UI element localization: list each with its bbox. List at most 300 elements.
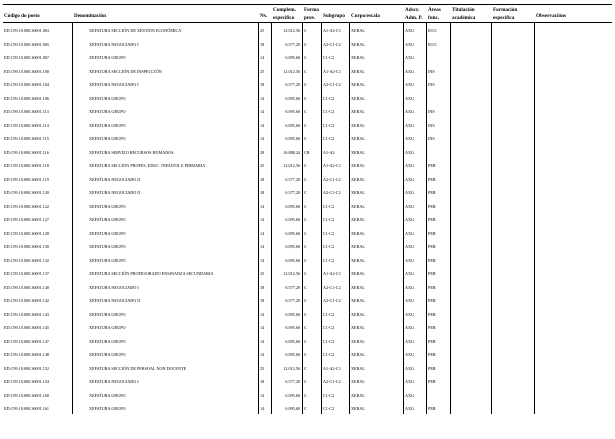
cell-adscripcion: AXG [405, 379, 415, 384]
cell-adscripcion: AXG [405, 284, 415, 290]
cell-forma: C [304, 95, 307, 101]
cell-denominacion: XEFATURA SECCIÓN PROFESORADO ENSINANZA SECUNDARIA [89, 271, 214, 276]
cell-denominacion: XEFATURA GRUPO [89, 257, 126, 263]
table-row [0, 200, 615, 214]
cell-complemento: 12.012,56 [283, 163, 300, 168]
cell-corpo: XERAL [351, 28, 365, 33]
cell-nivel: 14 [260, 203, 265, 209]
cell-subgrupo: A1-A2-C1 [323, 365, 341, 371]
cell-subgrupo: C1-C2 [323, 217, 335, 222]
header-codigo: Código do posto [4, 13, 40, 19]
cell-adscripcion: AXG [405, 68, 415, 74]
cell-subgrupo: C1-C2 [323, 244, 335, 249]
table-row [0, 254, 615, 268]
cell-corpo: XERAL [351, 365, 365, 371]
cell-areas: PER [428, 190, 436, 195]
cell-corpo: XERAL [351, 406, 365, 411]
cell-codigo: ED.C99.10.000.36001.065 [4, 41, 50, 47]
cell-nivel: 14 [260, 230, 265, 236]
cell-forma: C [304, 298, 307, 303]
cell-complemento: 12.012,56 [283, 68, 300, 74]
header-formacion-line1: Formación [493, 7, 518, 13]
cell-codigo: ED.C99.10.000.36001.114 [4, 122, 49, 128]
header-formacion [493, 6, 517, 22]
cell-areas: PER [428, 311, 436, 317]
header-complemento [273, 6, 296, 22]
cell-denominacion: XEFATURA GRUPO [89, 230, 126, 236]
cell-subgrupo: C1-C2 [323, 352, 335, 357]
cell-areas: PER [428, 352, 436, 357]
cell-forma: C [304, 365, 307, 371]
cell-denominacion: XEFATURA SECCIÓN DE PERSOAL NON DOCENTE [89, 365, 187, 371]
cell-corpo: XERAL [351, 338, 365, 344]
cell-subgrupo: C1-C2 [323, 338, 335, 344]
cell-subgrupo: C1-C2 [323, 109, 335, 114]
cell-complemento: 6.095,60 [285, 136, 300, 141]
cell-complemento: 6.577,20 [285, 298, 300, 303]
cell-corpo: XERAL [351, 68, 365, 74]
cell-forma: C [304, 338, 307, 344]
cell-nivel: 18 [260, 284, 265, 290]
cell-corpo: XERAL [351, 122, 365, 128]
table-row [0, 146, 615, 160]
cell-complemento: 6.095,60 [285, 55, 300, 60]
header-areas-line2: func. [428, 15, 440, 21]
cell-adscripcion: AXG [405, 230, 415, 236]
table-row [0, 321, 615, 335]
cell-forma: C [304, 109, 307, 114]
cell-adscripcion: AXG [405, 244, 415, 249]
cell-adscripcion: AXG [405, 28, 415, 33]
cell-adscripcion: AXG [405, 41, 415, 47]
header-titulacion [452, 6, 475, 22]
cell-adscripcion: AXG [405, 149, 415, 155]
cell-forma: C [304, 271, 307, 276]
cell-denominacion: XEFATURA SECCIÓN DE XESTIÓN ECONÓMICA [89, 28, 182, 33]
cell-denominacion: XEFATURA NEGOCIADO II [89, 298, 141, 303]
cell-corpo: XERAL [351, 95, 365, 101]
cell-complemento: 6.095,60 [285, 406, 300, 411]
cell-forma: C [304, 28, 307, 33]
cell-denominacion: XEFATURA GRUPO [89, 338, 126, 344]
cell-areas: PER [428, 338, 436, 344]
header-complemento-line1: Complem. [273, 7, 296, 13]
cell-denominacion: XEFATURA GRUPO [89, 217, 126, 222]
cell-complemento: 6.095,60 [285, 109, 300, 114]
cell-complemento: 6.095,60 [285, 217, 300, 222]
cell-subgrupo: A2-C1-C2 [323, 284, 341, 290]
cell-nivel: 14 [260, 352, 265, 357]
cell-denominacion: XEFATURA GRUPO [89, 109, 126, 114]
table-row [0, 24, 615, 38]
cell-codigo: ED.C99.10.000.36001.152 [4, 365, 50, 371]
cell-corpo: XERAL [351, 149, 365, 155]
cell-corpo: XERAL [351, 257, 365, 263]
cell-nivel: 25 [260, 68, 265, 74]
cell-nivel: 14 [260, 95, 265, 101]
cell-subgrupo: C1-C2 [323, 55, 335, 60]
cell-nivel: 18 [260, 82, 265, 87]
cell-codigo: ED.C99.10.000.36001.161 [4, 406, 50, 411]
cell-denominacion: XEFATURA NEGOCIADO I [89, 41, 139, 47]
cell-subgrupo: C1-C2 [323, 203, 335, 209]
cell-nivel: 25 [260, 28, 265, 33]
cell-areas: PER [428, 284, 436, 290]
cell-codigo: ED.C99.10.000.36001.160 [4, 392, 50, 398]
cell-codigo: ED.C99.10.000.36001.106 [4, 95, 50, 101]
cell-nivel: 25 [260, 271, 265, 276]
cell-corpo: XERAL [351, 203, 365, 209]
cell-adscripcion: AXG [405, 109, 415, 114]
cell-areas: ECO [428, 28, 437, 33]
cell-denominacion: XEFATURA SECCIÓN DE INSPECCIÓN [89, 68, 162, 74]
cell-forma: C [304, 217, 307, 222]
cell-subgrupo: A1-A2-C1 [323, 68, 341, 74]
cell-denominacion: XEFATURA GRUPO [89, 55, 126, 60]
cell-complemento: 6.095,60 [285, 325, 300, 330]
cell-areas: PER [428, 325, 436, 330]
table-row [0, 294, 615, 308]
cell-areas: PER [428, 203, 436, 209]
cell-codigo: ED.C99.10.000.36001.104 [4, 82, 50, 87]
cell-areas: INS [428, 82, 435, 87]
cell-adscripcion: AXG [405, 95, 415, 101]
cell-codigo: ED.C99.10.000.36001.148 [4, 352, 50, 357]
header-areas-line1: Áreas [428, 7, 441, 13]
cell-adscripcion: AXG [405, 55, 415, 60]
cell-adscripcion: AXG [405, 122, 415, 128]
cell-codigo: ED.C99.10.000.36001.128 [4, 230, 50, 236]
cell-nivel: 14 [260, 311, 265, 317]
table-row [0, 119, 615, 133]
table-row [0, 308, 615, 322]
cell-complemento: 6.095,60 [285, 203, 300, 209]
cell-areas: PER [428, 271, 436, 276]
header-top-rule [3, 4, 612, 5]
table-row [0, 159, 615, 173]
cell-complemento: 6.095,60 [285, 95, 300, 101]
cell-nivel: 25 [260, 163, 265, 168]
cell-forma: C [304, 406, 307, 411]
cell-nivel: 14 [260, 392, 265, 398]
table-row [0, 132, 615, 146]
cell-denominacion: XEFATURA NEGOCIADO I [89, 379, 139, 384]
table-row [0, 362, 615, 376]
cell-adscripcion: AXG [405, 365, 415, 371]
cell-areas: PER [428, 176, 436, 182]
cell-codigo: ED.C99.10.000.36001.143 [4, 311, 50, 317]
header-denominacion: Denominación [74, 13, 106, 19]
cell-forma: C [304, 257, 307, 263]
cell-codigo: ED.C99.10.000.36001.145 [4, 325, 50, 330]
cell-forma: C [304, 55, 307, 60]
cell-complemento: 6.095,60 [285, 352, 300, 357]
cell-denominacion: XEFATURA NEGOCIADO II [89, 190, 141, 195]
cell-subgrupo: A2-C1-C2 [323, 190, 341, 195]
table-row [0, 51, 615, 65]
cell-forma: C [304, 136, 307, 141]
cell-areas: PER [428, 379, 436, 384]
cell-areas: INS [428, 122, 435, 128]
cell-nivel: 14 [260, 244, 265, 249]
cell-forma: C [304, 122, 307, 128]
header-forma [304, 6, 319, 22]
cell-adscripcion: AXG [405, 325, 415, 330]
cell-codigo: ED.C99.10.000.36001.067 [4, 55, 50, 60]
cell-subgrupo: A2-C1-C2 [323, 82, 341, 87]
cell-areas: INS [428, 109, 435, 114]
cell-subgrupo: A1-A2-C1 [323, 163, 341, 168]
cell-adscripcion: AXG [405, 392, 415, 398]
cell-forma: C [304, 284, 307, 290]
cell-complemento: 6.095,60 [285, 257, 300, 263]
cell-denominacion: XEFATURA NEGOCIADO II [89, 176, 141, 182]
cell-nivel: 18 [260, 379, 265, 384]
cell-denominacion: XEFATURA GRUPO [89, 136, 126, 141]
cell-areas: PER [428, 406, 436, 411]
cell-complemento: 16.888,24 [283, 149, 300, 155]
cell-adscripcion: AXG [405, 271, 415, 276]
cell-codigo: ED.C99.10.000.36001.137 [4, 271, 50, 276]
cell-adscripcion: AXG [405, 338, 415, 344]
table-row [0, 375, 615, 389]
cell-codigo: ED.C99.10.000.36001.147 [4, 338, 50, 344]
cell-codigo: ED.C99.10.000.36001.130 [4, 244, 50, 249]
cell-corpo: XERAL [351, 217, 365, 222]
cell-codigo: ED.C99.10.000.36001.120 [4, 190, 50, 195]
cell-denominacion: XEFATURA GRUPO [89, 311, 126, 317]
table-row [0, 240, 615, 254]
table-row [0, 402, 615, 416]
table-row [0, 65, 615, 79]
cell-adscripcion: AXG [405, 82, 415, 87]
cell-corpo: XERAL [351, 298, 365, 303]
cell-areas: INS [428, 136, 435, 141]
cell-nivel: 18 [260, 41, 265, 47]
table-row [0, 227, 615, 241]
cell-denominacion: XEFATURA SERVIZO RECURSOS HUMANOS [89, 149, 174, 155]
cell-denominacion: XEFATURA GRUPO [89, 95, 126, 101]
table-row [0, 389, 615, 403]
cell-denominacion: XEFATURA GRUPO [89, 203, 126, 209]
cell-corpo: XERAL [351, 190, 365, 195]
cell-areas: PER [428, 217, 436, 222]
table-row [0, 348, 615, 362]
cell-denominacion: XEFATURA GRUPO [89, 392, 126, 398]
cell-nivel: 18 [260, 190, 265, 195]
cell-adscripcion: AXG [405, 136, 415, 141]
cell-nivel: 14 [260, 136, 265, 141]
cell-subgrupo: C1-C2 [323, 95, 335, 101]
cell-nivel: 14 [260, 338, 265, 344]
cell-complemento: 12.012,56 [283, 271, 300, 276]
cell-complemento: 12.012,56 [283, 28, 300, 33]
cell-subgrupo: C1-C2 [323, 325, 335, 330]
cell-subgrupo: A2-C1-C2 [323, 176, 341, 182]
cell-denominacion: XEFATURA SECCIÓN PROFES. EDUC. INFANTIL E PRIMARIA [89, 163, 206, 168]
cell-corpo: XERAL [351, 41, 365, 47]
cell-nivel: 14 [260, 55, 265, 60]
cell-areas: PER [428, 163, 436, 168]
cell-denominacion: XEFATURA GRUPO [89, 122, 126, 128]
cell-subgrupo: A2-C1-C2 [323, 41, 341, 47]
table-row [0, 267, 615, 281]
cell-codigo: ED.C99.10.000.36001.063 [4, 28, 50, 33]
cell-codigo: ED.C99.10.000.36001.113 [4, 109, 49, 114]
cell-codigo: ED.C99.10.000.36001.115 [4, 136, 49, 141]
header-corpo: Corpo/escala [351, 13, 380, 19]
cell-forma: C [304, 176, 307, 182]
cell-areas: PER [428, 257, 436, 263]
cell-codigo: ED.C99.10.000.36001.127 [4, 217, 50, 222]
cell-corpo: XERAL [351, 352, 365, 357]
cell-areas: PER [428, 230, 436, 236]
cell-subgrupo: C1-C2 [323, 230, 335, 236]
cell-adscripcion: AXG [405, 311, 415, 317]
cell-corpo: XERAL [351, 109, 365, 114]
header-areas [428, 6, 441, 22]
header-formacion-line2: específica [493, 15, 515, 21]
cell-forma: C [304, 230, 307, 236]
cell-adscripcion: AXG [405, 176, 415, 182]
cell-adscripcion: AXG [405, 163, 415, 168]
cell-complemento: 6.095,60 [285, 311, 300, 317]
cell-complemento: 6.095,60 [285, 230, 300, 236]
table-row [0, 335, 615, 349]
cell-codigo: ED.C99.10.000.36001.122 [4, 203, 50, 209]
cell-corpo: XERAL [351, 284, 365, 290]
cell-codigo: ED.C99.10.000.36001.100 [4, 68, 50, 74]
cell-corpo: XERAL [351, 392, 365, 398]
cell-codigo: ED.C99.10.000.36001.140 [4, 284, 50, 290]
table-row [0, 92, 615, 106]
cell-forma: C [304, 190, 307, 195]
table-row [0, 186, 615, 200]
header-forma-line1: Forma [304, 7, 319, 13]
header-subgrupo: Subgrupo [323, 13, 345, 19]
cell-areas: PER [428, 298, 436, 303]
cell-codigo: ED.C99.10.000.36001.119 [4, 176, 49, 182]
cell-nivel: 14 [260, 109, 265, 114]
cell-corpo: XERAL [351, 163, 365, 168]
cell-nivel: 14 [260, 406, 265, 411]
cell-complemento: 6.577,20 [285, 82, 300, 87]
cell-denominacion: XEFATURA GRUPO [89, 352, 126, 357]
cell-denominacion: XEFATURA GRUPO [89, 406, 126, 411]
cell-forma: C [304, 392, 307, 398]
header-observacions: Observacións [536, 13, 566, 19]
cell-areas: PER [428, 244, 436, 249]
cell-complemento: 6.095,60 [285, 244, 300, 249]
cell-adscripcion: AXG [405, 190, 415, 195]
cell-codigo: ED.C99.10.000.36001.154 [4, 379, 50, 384]
cell-subgrupo: A2-C1-C2 [323, 298, 341, 303]
cell-adscripcion: AXG [405, 298, 415, 303]
cell-subgrupo: A1-A2-C1 [323, 271, 341, 276]
cell-forma: C [304, 41, 307, 47]
cell-subgrupo: A1-A2-C1 [323, 28, 341, 33]
cell-corpo: XERAL [351, 82, 365, 87]
cell-subgrupo: C1-C2 [323, 122, 335, 128]
cell-codigo: ED.C99.10.000.36001.142 [4, 298, 50, 303]
header-complemento-line2: específico [273, 15, 295, 21]
cell-subgrupo: C1-C2 [323, 257, 335, 263]
cell-complemento: 6.095,60 [285, 122, 300, 128]
cell-forma: C [304, 68, 307, 74]
cell-nivel: 14 [260, 257, 265, 263]
header-adscripcion [405, 6, 423, 22]
cell-nivel: 14 [260, 217, 265, 222]
cell-denominacion: XEFATURA NEGOCIADO I [89, 284, 139, 290]
cell-codigo: ED.C99.10.000.36001.118 [4, 163, 49, 168]
cell-corpo: XERAL [351, 325, 365, 330]
table-row [0, 213, 615, 227]
cell-corpo: XERAL [351, 136, 365, 141]
cell-corpo: XERAL [351, 230, 365, 236]
cell-forma: C [304, 311, 307, 317]
cell-forma: CR [304, 149, 310, 155]
cell-forma: C [304, 203, 307, 209]
cell-subgrupo: C1-C2 [323, 392, 335, 398]
cell-corpo: XERAL [351, 271, 365, 276]
cell-corpo: XERAL [351, 55, 365, 60]
cell-adscripcion: AXG [405, 203, 415, 209]
table-row [0, 78, 615, 92]
cell-complemento: 6.577,20 [285, 41, 300, 47]
cell-forma: C [304, 244, 307, 249]
cell-complemento: 6.095,60 [285, 392, 300, 398]
cell-corpo: XERAL [351, 244, 365, 249]
cell-corpo: XERAL [351, 311, 365, 317]
cell-corpo: XERAL [351, 176, 365, 182]
cell-complemento: 6.577,20 [285, 284, 300, 290]
cell-nivel: 14 [260, 325, 265, 330]
cell-nivel: 18 [260, 176, 265, 182]
cell-subgrupo: A1-A2 [323, 149, 335, 155]
cell-subgrupo: C1-C2 [323, 311, 335, 317]
cell-forma: C [304, 379, 307, 384]
cell-adscripcion: AXG [405, 257, 415, 263]
cell-corpo: XERAL [351, 379, 365, 384]
cell-complemento: 6.577,20 [285, 379, 300, 384]
cell-subgrupo: C1-C2 [323, 136, 335, 141]
cell-denominacion: XEFATURA NEGOCIADO I [89, 82, 139, 87]
cell-subgrupo: A2-C1-C2 [323, 379, 341, 384]
cell-nivel: 18 [260, 298, 265, 303]
cell-denominacion: XEFATURA GRUPO [89, 325, 126, 330]
cell-complemento: 6.095,60 [285, 338, 300, 344]
header-adscripcion-line2: Adm. P. [405, 15, 423, 21]
cell-nivel: 25 [260, 365, 265, 371]
cell-areas: INS [428, 68, 435, 74]
cell-forma: C [304, 82, 307, 87]
table-row [0, 173, 615, 187]
header-nivel: Nv. [260, 13, 268, 19]
cell-subgrupo: C1-C2 [323, 406, 335, 411]
header-titulacion-line1: Titulación [452, 7, 475, 13]
cell-nivel: 14 [260, 122, 265, 128]
header-bottom-rule [3, 22, 612, 23]
cell-adscripcion: AXG [405, 406, 415, 411]
header-titulacion-line2: académica [452, 15, 476, 21]
table-row [0, 281, 615, 295]
cell-codigo: ED.C99.10.000.36001.116 [4, 149, 49, 155]
header-adscripcion-line1: Adscr. [405, 7, 420, 13]
cell-denominacion: XEFATURA GRUPO [89, 244, 126, 249]
cell-forma: C [304, 352, 307, 357]
cell-adscripcion: AXG [405, 352, 415, 357]
cell-codigo: ED.C99.10.000.36001.132 [4, 257, 50, 263]
